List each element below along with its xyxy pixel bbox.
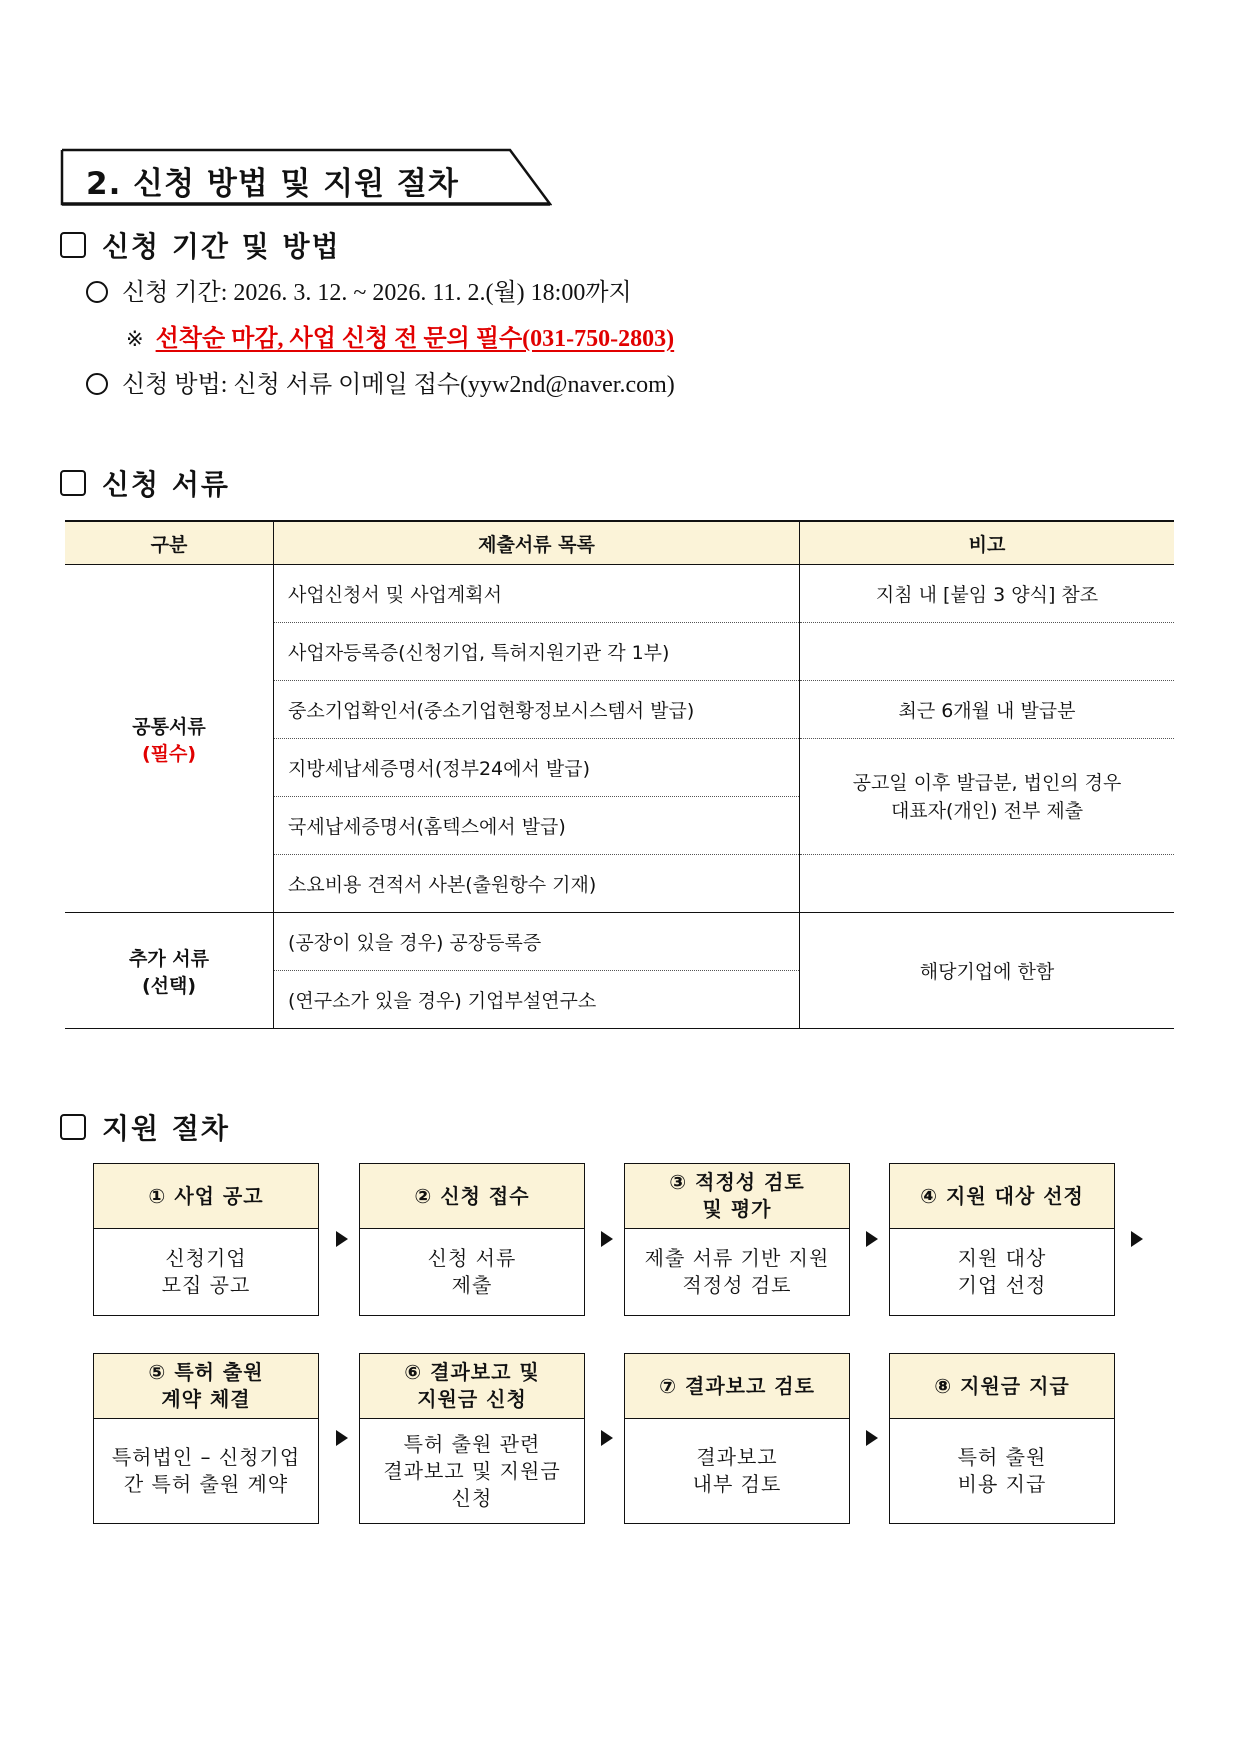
process-heading bbox=[60, 1107, 230, 1147]
arrow-right-icon bbox=[1131, 1231, 1143, 1247]
process-heading-text: 지원 절차 bbox=[102, 1112, 230, 1145]
circle-bullet-icon bbox=[86, 281, 108, 303]
section-title: 2. 신청 방법 및 지원 절차 bbox=[86, 166, 459, 202]
process-step-3 bbox=[624, 1163, 850, 1316]
extra-docs-optional: (선택) bbox=[141, 974, 197, 997]
step-title: ⑧ 지원금 지급 bbox=[890, 1354, 1114, 1419]
step-title: ⑦ 결과보고 검토 bbox=[625, 1354, 849, 1419]
doc-note-empty bbox=[800, 855, 1175, 913]
table-row bbox=[65, 565, 1174, 623]
step-desc: 특허 출원 관련 결과보고 및 지원금 신청 bbox=[383, 1431, 561, 1510]
step-desc: 신청기업 모집 공고 bbox=[161, 1246, 251, 1297]
apply-note-line bbox=[126, 318, 674, 353]
doc-item: 소요비용 견적서 사본(출원항수 기재) bbox=[274, 855, 800, 913]
apply-method-line bbox=[86, 364, 675, 399]
doc-item: 중소기업확인서(중소기업현황정보시스템서 발급) bbox=[274, 681, 800, 739]
doc-note: 해당기업에 한함 bbox=[800, 913, 1175, 1029]
col-category: 구분 bbox=[65, 521, 274, 565]
common-docs-required: (필수) bbox=[141, 742, 197, 765]
circle-bullet-icon bbox=[86, 373, 108, 395]
apply-heading-text: 신청 기간 및 방법 bbox=[102, 230, 341, 263]
docs-table bbox=[65, 520, 1174, 1029]
arrow-right-icon bbox=[336, 1231, 348, 1247]
step-desc: 지원 대상 기업 선정 bbox=[957, 1246, 1047, 1297]
step-title: ⑤ 특허 출원 계약 체결 bbox=[94, 1354, 318, 1419]
arrow-right-icon bbox=[866, 1430, 878, 1446]
apply-period-line bbox=[86, 272, 632, 307]
process-step-5 bbox=[93, 1353, 319, 1524]
process-step-4 bbox=[889, 1163, 1115, 1316]
doc-note: 최근 6개월 내 발급분 bbox=[800, 681, 1175, 739]
note-mark: ※ bbox=[126, 327, 144, 351]
step-desc: 결과보고 내부 검토 bbox=[692, 1445, 782, 1496]
step-title: ③ 적정성 검토 및 평가 bbox=[625, 1164, 849, 1229]
step-title: ① 사업 공고 bbox=[94, 1164, 318, 1229]
docs-heading bbox=[60, 463, 230, 503]
doc-item: 지방세납세증명서(정부24에서 발급) bbox=[274, 739, 800, 797]
common-docs-cell bbox=[65, 565, 274, 913]
doc-note: 공고일 이후 발급분, 법인의 경우 대표자(개인) 전부 제출 bbox=[800, 739, 1175, 855]
process-step-7 bbox=[624, 1353, 850, 1524]
arrow-right-icon bbox=[866, 1231, 878, 1247]
process-step-6 bbox=[359, 1353, 585, 1524]
checkbox-square-icon bbox=[60, 232, 86, 258]
step-desc: 특허법인 – 신청기업 간 특허 출원 계약 bbox=[111, 1445, 301, 1496]
arrow-right-icon bbox=[601, 1430, 613, 1446]
extra-docs-cell bbox=[65, 913, 274, 1029]
doc-item: (연구소가 있을 경우) 기업부설연구소 bbox=[274, 971, 800, 1029]
col-note: 비고 bbox=[800, 521, 1175, 565]
step-title: ④ 지원 대상 선정 bbox=[890, 1164, 1114, 1229]
doc-item: 국세납세증명서(홈텍스에서 발급) bbox=[274, 797, 800, 855]
apply-note: 선착순 마감, 사업 신청 전 문의 필수(031-750-2803) bbox=[155, 326, 675, 352]
checkbox-square-icon bbox=[60, 470, 86, 496]
step-desc: 특허 출원 비용 지급 bbox=[957, 1445, 1047, 1496]
process-step-2 bbox=[359, 1163, 585, 1316]
doc-item: 사업자등록증(신청기업, 특허지원기관 각 1부) bbox=[274, 623, 800, 681]
extra-docs-label: 추가 서류 bbox=[128, 947, 210, 970]
step-desc: 제출 서류 기반 지원 적정성 검토 bbox=[644, 1246, 830, 1297]
common-docs-label: 공통서류 bbox=[132, 715, 206, 738]
apply-period: 신청 기간: 2026. 3. 12. ~ 2026. 11. 2.(월) 18:00까지 bbox=[122, 280, 632, 306]
arrow-right-icon bbox=[336, 1430, 348, 1446]
section-banner bbox=[60, 148, 552, 206]
doc-note: 지침 내 [붙임 3 양식] 참조 bbox=[800, 565, 1175, 623]
docs-heading-text: 신청 서류 bbox=[102, 468, 230, 501]
doc-note-empty bbox=[800, 623, 1175, 681]
doc-item: (공장이 있을 경우) 공장등록증 bbox=[274, 913, 800, 971]
table-header-row bbox=[65, 521, 1174, 565]
table-row bbox=[65, 913, 1174, 971]
step-title: ⑥ 결과보고 및 지원금 신청 bbox=[360, 1354, 584, 1419]
step-desc: 신청 서류 제출 bbox=[427, 1246, 517, 1297]
apply-heading bbox=[60, 225, 341, 265]
checkbox-square-icon bbox=[60, 1114, 86, 1140]
col-doc-list: 제출서류 목록 bbox=[274, 521, 800, 565]
process-step-8 bbox=[889, 1353, 1115, 1524]
apply-method: 신청 방법: 신청 서류 이메일 접수(yyw2nd@naver.com) bbox=[122, 372, 675, 398]
step-title: ② 신청 접수 bbox=[360, 1164, 584, 1229]
process-step-1 bbox=[93, 1163, 319, 1316]
arrow-right-icon bbox=[601, 1231, 613, 1247]
doc-item: 사업신청서 및 사업계획서 bbox=[274, 565, 800, 623]
